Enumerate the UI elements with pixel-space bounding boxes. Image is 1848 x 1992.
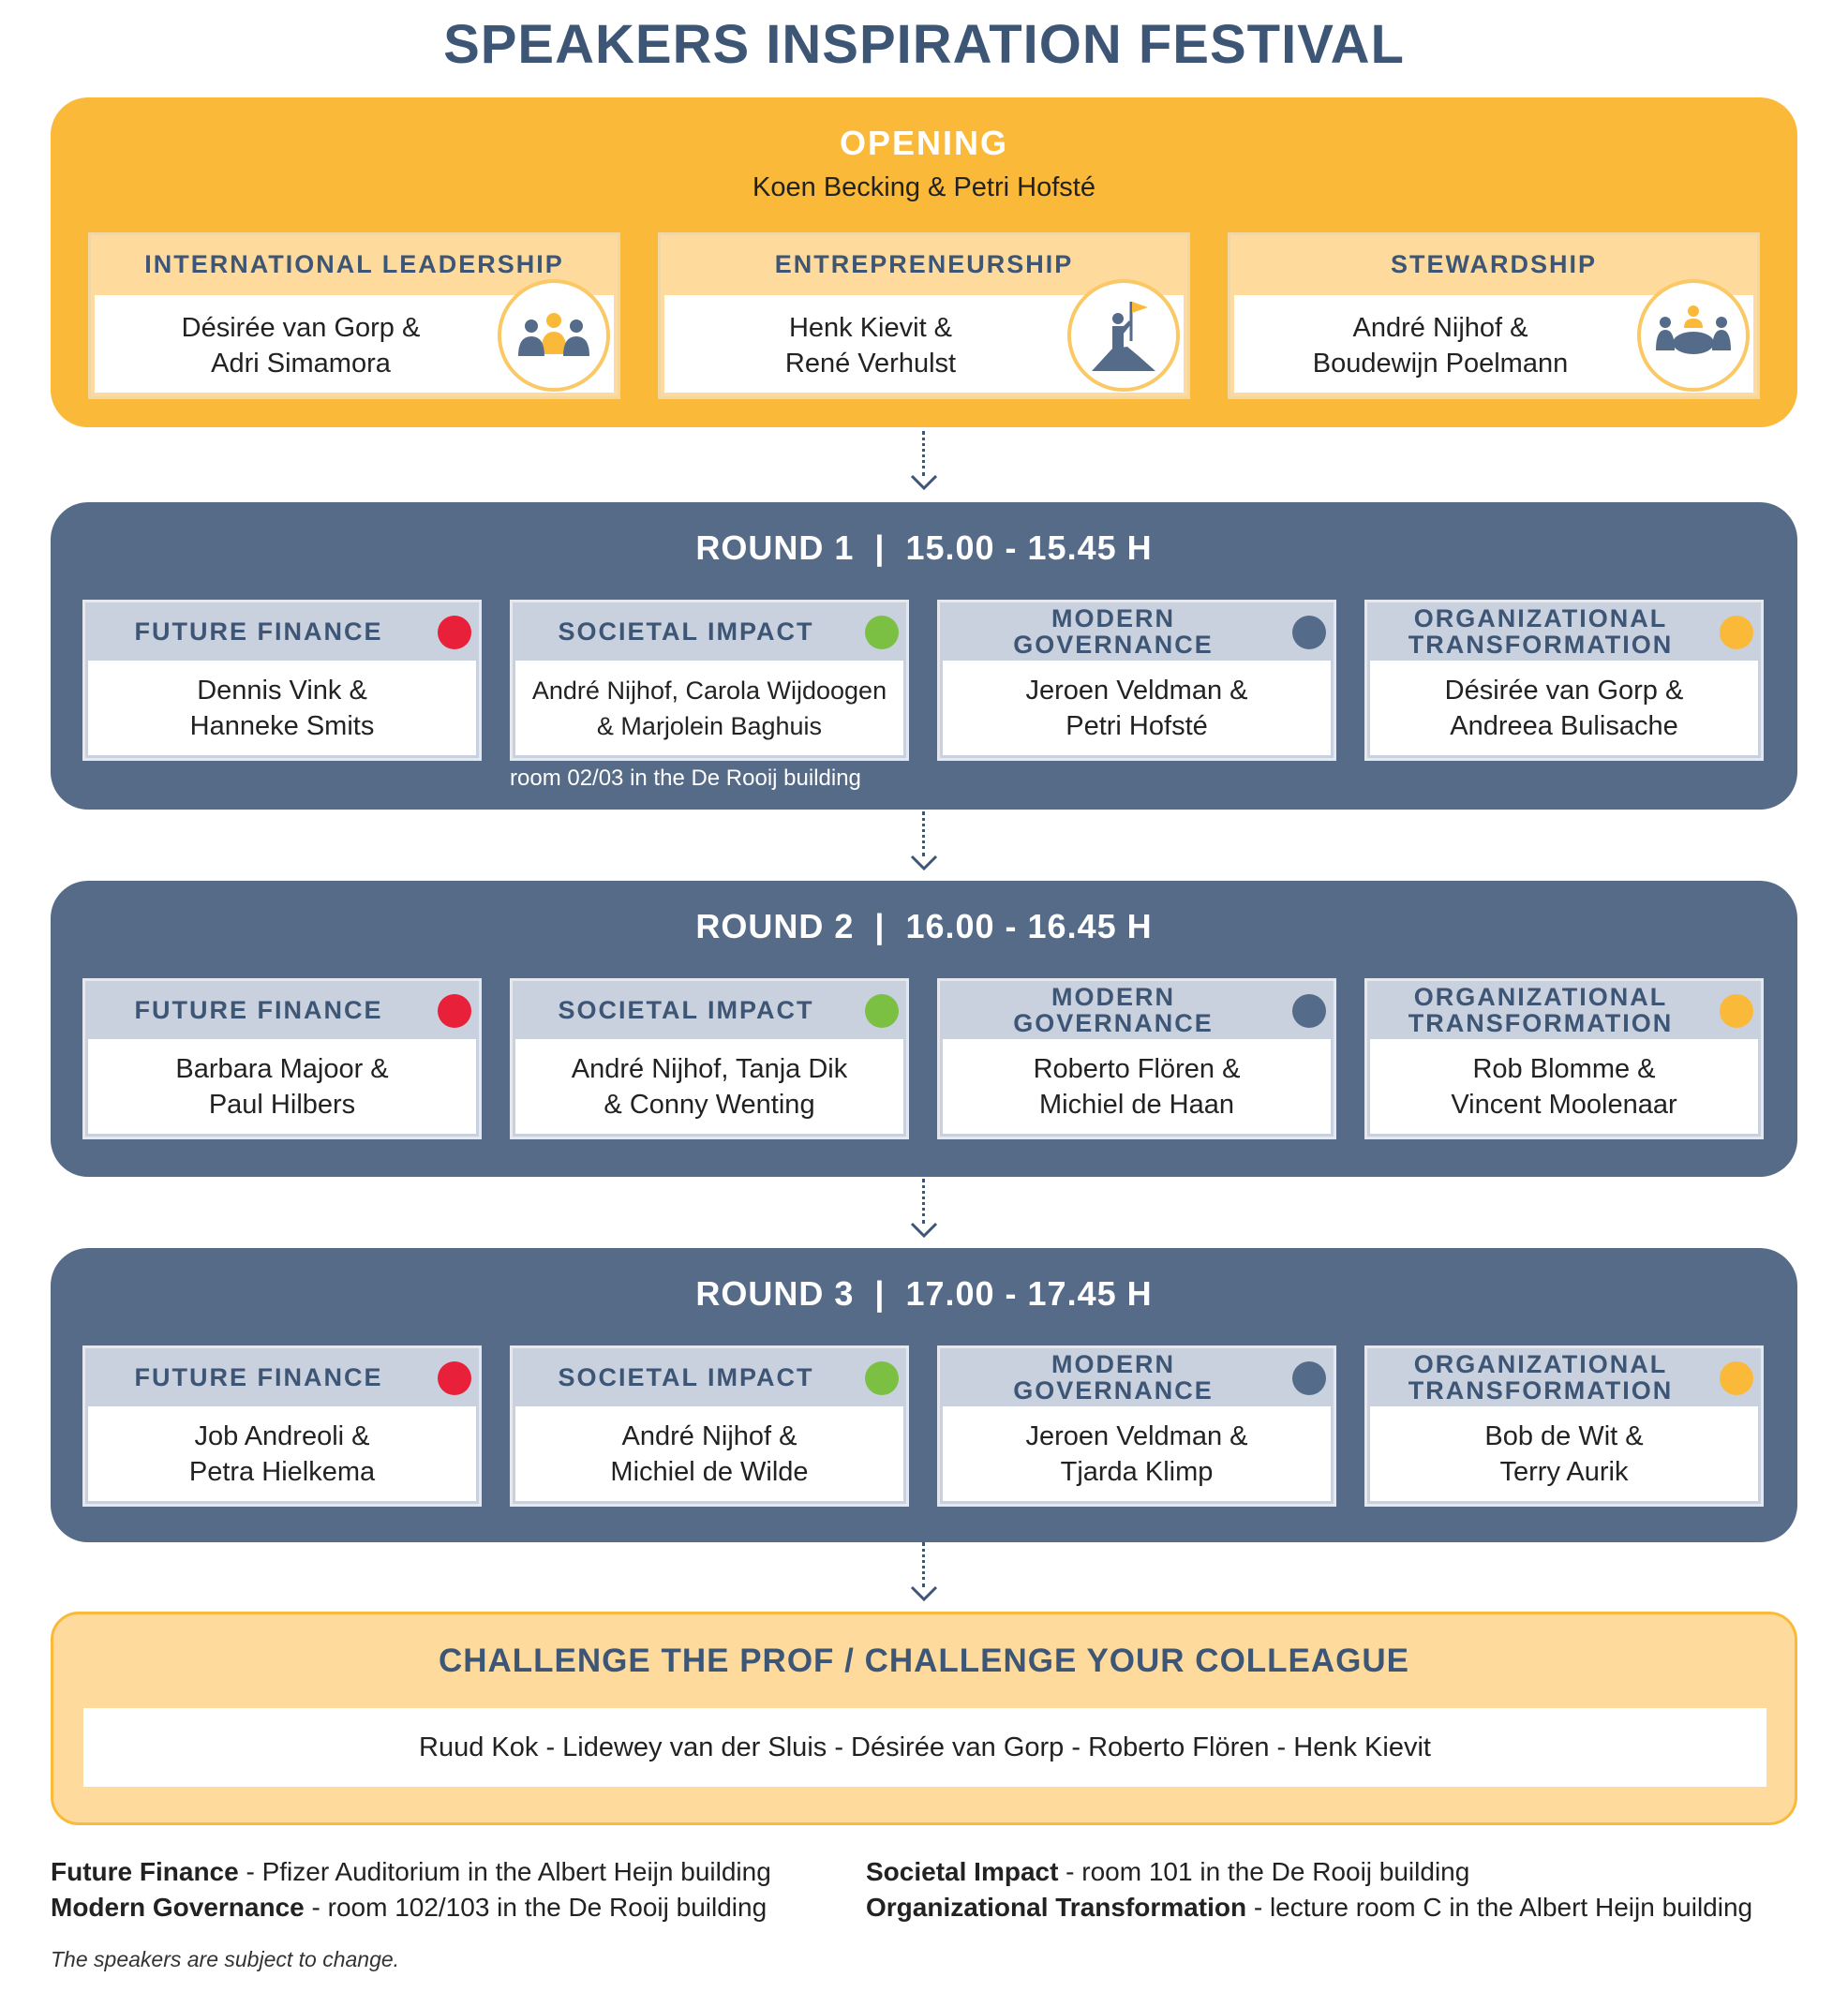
session-speakers — [1370, 661, 1758, 755]
legend-item-modern-governance — [51, 1893, 767, 1923]
speaker-line: André Nijhof & — [1352, 313, 1528, 343]
session-label-line: ORGANIZATIONAL — [1413, 604, 1668, 632]
future-finance-dot-icon — [438, 616, 471, 649]
disclaimer: The speakers are subject to change. — [51, 1947, 400, 1971]
session-card-societal-impact — [510, 978, 909, 1139]
session-label-line: MODERN — [1051, 604, 1175, 632]
flow-arrow — [909, 1542, 939, 1606]
chevron-down-icon — [909, 1220, 939, 1241]
session-label-line: TRANSFORMATION — [1408, 1376, 1674, 1405]
session-label-line: GOVERNANCE — [1013, 1009, 1214, 1037]
session-card-future-finance — [82, 978, 482, 1139]
session-speakers — [943, 661, 1331, 755]
session-speakers — [1370, 1406, 1758, 1501]
track-speakers — [683, 310, 1058, 381]
page-title: SPEAKERS INSPIRATION FESTIVAL — [443, 14, 1405, 75]
societal-impact-dot-icon — [865, 994, 899, 1028]
session-label — [940, 1348, 1287, 1406]
speaker-line: Désirée van Gorp & — [181, 313, 421, 343]
track-speakers — [113, 310, 488, 381]
legend-item-societal-impact — [866, 1857, 1469, 1887]
session-speakers — [88, 661, 476, 755]
speaker-line: & Conny Wenting — [604, 1089, 815, 1120]
session-card-modern-governance — [937, 600, 1336, 761]
session-label-line: FUTURE FINANCE — [134, 617, 383, 646]
session-speakers — [515, 661, 903, 755]
session-speakers — [1370, 1039, 1758, 1134]
speaker-line: Job Andreoli & — [194, 1420, 370, 1451]
session-card-organizational-transformation — [1364, 1345, 1764, 1507]
speaker-line: André Nijhof, Tanja Dik — [571, 1053, 848, 1084]
speaker-line: Vincent Moolenaar — [1451, 1089, 1677, 1120]
session-speakers — [515, 1406, 903, 1501]
legend-location: - room 102/103 in the De Rooij building — [304, 1893, 768, 1922]
societal-impact-dot-icon — [865, 1361, 899, 1395]
challenge-title: CHALLENGE THE PROF / CHALLENGE YOUR COLLEAGUE — [438, 1643, 1410, 1679]
round-title: ROUND 2 | 16.00 - 16.45 H — [695, 907, 1153, 945]
speaker-line: André Nijhof & — [621, 1420, 797, 1451]
challenge-speakers: Ruud Kok - Lidewey van der Sluis - Désirée van Gorp - Roberto Flören - Henk Kievit — [83, 1708, 1766, 1787]
speaker-line: Paul Hilbers — [208, 1089, 356, 1120]
speaker-line: Barbara Majoor & — [175, 1053, 389, 1084]
session-speakers — [943, 1039, 1331, 1134]
session-label-line: SOCIETAL IMPACT — [558, 996, 814, 1024]
session-speakers — [943, 1406, 1331, 1501]
session-label — [1367, 1348, 1714, 1406]
session-card-modern-governance — [937, 1345, 1336, 1507]
session-label-line: MODERN — [1051, 983, 1175, 1011]
speaker-line: Bob de Wit & — [1484, 1420, 1644, 1451]
session-label-line: SOCIETAL IMPACT — [558, 1363, 814, 1391]
session-speakers — [88, 1039, 476, 1134]
legend-item-future-finance — [51, 1857, 771, 1887]
speaker-line: Petra Hielkema — [188, 1456, 376, 1487]
flow-arrow — [909, 431, 939, 495]
session-label — [940, 602, 1287, 661]
legend-name: Organizational Transformation — [866, 1893, 1247, 1922]
speaker-line: Hanneke Smits — [189, 710, 375, 741]
session-label — [513, 981, 859, 1039]
speaker-line: Rob Blomme & — [1472, 1053, 1656, 1084]
organizational-transformation-dot-icon — [1720, 994, 1753, 1028]
speaker-line: Andreea Bulisache — [1450, 710, 1678, 741]
modern-governance-dot-icon — [1292, 994, 1326, 1028]
session-card-future-finance — [82, 1345, 482, 1507]
session-label — [940, 981, 1287, 1039]
round-2 — [51, 881, 1797, 1177]
flow-arrow — [909, 811, 939, 875]
track-card-international-leadership — [88, 232, 620, 399]
organizational-transformation-dot-icon — [1720, 1361, 1753, 1395]
speaker-line: Désirée van Gorp & — [1444, 675, 1684, 706]
opening-title: OPENING — [839, 124, 1009, 162]
session-label — [513, 602, 859, 661]
session-card-societal-impact — [510, 1345, 909, 1507]
room-note: room 02/03 in the De Rooij building — [510, 766, 861, 791]
session-label-line: FUTURE FINANCE — [134, 1363, 383, 1391]
speaker-line: Terry Aurik — [1499, 1456, 1629, 1487]
societal-impact-dot-icon — [865, 616, 899, 649]
speaker-line: André Nijhof, Carola Wijdoogen — [531, 676, 887, 705]
session-label-line: GOVERNANCE — [1013, 631, 1214, 659]
session-label-line: MODERN — [1051, 1350, 1175, 1378]
speaker-line: Jeroen Veldman & — [1025, 1420, 1248, 1451]
speaker-line: Dennis Vink & — [197, 675, 367, 706]
meeting-table-icon — [1637, 279, 1750, 392]
round-3 — [51, 1248, 1797, 1542]
session-label-line: TRANSFORMATION — [1408, 631, 1674, 659]
speaker-line: Jeroen Veldman & — [1025, 675, 1248, 706]
track-speakers — [1253, 310, 1628, 381]
session-label — [85, 602, 432, 661]
session-card-modern-governance — [937, 978, 1336, 1139]
speaker-line: & Marjolein Baghuis — [596, 711, 823, 740]
future-finance-dot-icon — [438, 1361, 471, 1395]
track-card-stewardship — [1228, 232, 1760, 399]
session-label-line: GOVERNANCE — [1013, 1376, 1214, 1405]
legend-name: Societal Impact — [866, 1857, 1059, 1886]
session-label — [1367, 981, 1714, 1039]
opening-speakers: Koen Becking & Petri Hofsté — [753, 172, 1095, 202]
legend-name: Modern Governance — [51, 1893, 305, 1922]
session-card-societal-impact — [510, 600, 909, 761]
speaker-line: Michiel de Haan — [1039, 1089, 1234, 1120]
session-card-organizational-transformation — [1364, 600, 1764, 761]
round-1 — [51, 502, 1797, 810]
round-title: ROUND 3 | 17.00 - 17.45 H — [695, 1274, 1153, 1313]
speaker-line: Boudewijn Poelmann — [1312, 349, 1569, 379]
flow-arrow — [909, 1179, 939, 1242]
session-label — [1367, 602, 1714, 661]
legend-location: - Pfizer Auditorium in the Albert Heijn building — [238, 1857, 771, 1886]
session-card-organizational-transformation — [1364, 978, 1764, 1139]
track-card-entrepreneurship — [658, 232, 1190, 399]
session-label-line: ORGANIZATIONAL — [1413, 983, 1668, 1011]
speaker-line: Roberto Flören & — [1033, 1053, 1241, 1084]
challenge-section — [51, 1612, 1797, 1825]
speaker-line: Henk Kievit & — [788, 313, 953, 343]
modern-governance-dot-icon — [1292, 1361, 1326, 1395]
session-card-future-finance — [82, 600, 482, 761]
session-label-line: TRANSFORMATION — [1408, 1009, 1674, 1037]
modern-governance-dot-icon — [1292, 616, 1326, 649]
session-label — [85, 1348, 432, 1406]
speaker-line: Michiel de Wilde — [610, 1456, 809, 1487]
organizational-transformation-dot-icon — [1720, 616, 1753, 649]
session-label-line: ORGANIZATIONAL — [1413, 1350, 1668, 1378]
session-speakers — [88, 1406, 476, 1501]
session-label-line: SOCIETAL IMPACT — [558, 617, 814, 646]
session-label — [513, 1348, 859, 1406]
legend-item-organizational-transformation — [866, 1893, 1752, 1923]
chevron-down-icon — [909, 472, 939, 493]
track-label: INTERNATIONAL LEADERSHIP — [144, 250, 564, 278]
session-speakers — [515, 1039, 903, 1134]
opening-section — [51, 97, 1797, 427]
speaker-line: Adri Simamora — [211, 349, 391, 379]
speaker-line: René Verhulst — [784, 349, 957, 379]
legend-location: - room 101 in the De Rooij building — [1058, 1857, 1470, 1886]
speaker-line: Tjarda Klimp — [1060, 1456, 1214, 1487]
round-title: ROUND 1 | 15.00 - 15.45 H — [695, 528, 1153, 567]
track-label: STEWARDSHIP — [1390, 250, 1598, 278]
legend-location: - lecture room C in the Albert Heijn building — [1246, 1893, 1753, 1922]
legend-name: Future Finance — [51, 1857, 239, 1886]
session-label-line: FUTURE FINANCE — [134, 996, 383, 1024]
team-icon — [498, 279, 610, 392]
track-label: ENTREPRENEURSHIP — [774, 250, 1074, 278]
chevron-down-icon — [909, 1583, 939, 1604]
future-finance-dot-icon — [438, 994, 471, 1028]
speaker-line: Petri Hofsté — [1066, 710, 1208, 741]
summit-flag-icon — [1067, 279, 1180, 392]
session-label — [85, 981, 432, 1039]
chevron-down-icon — [909, 853, 939, 873]
